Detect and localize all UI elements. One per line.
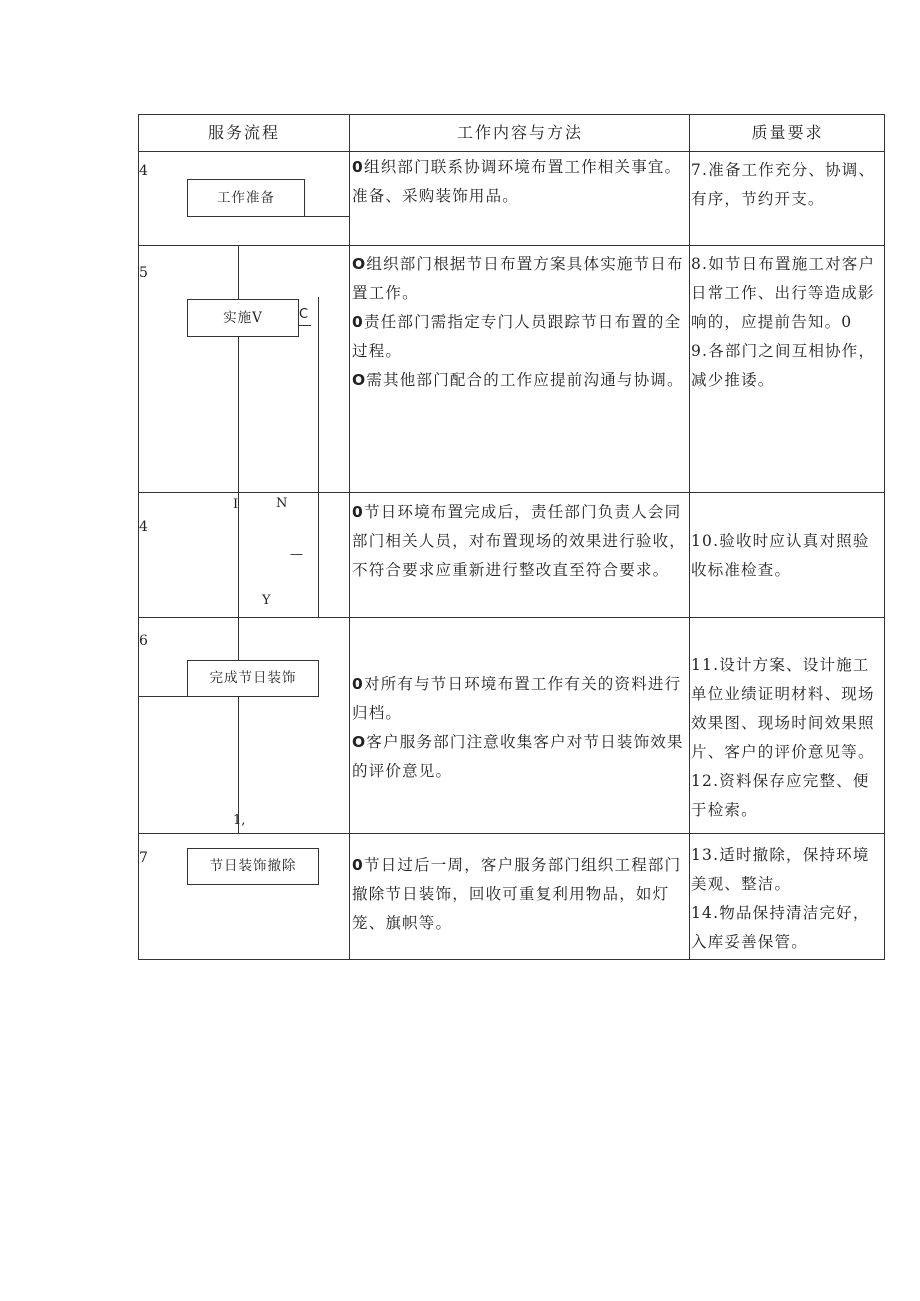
process-table <box>138 114 885 960</box>
quality-item: 11.设计方案、设计施工单位业绩证明材料、现场效果图、现场时间效果照片、客户的评价意见等。 <box>691 656 875 761</box>
row-divider <box>139 492 884 493</box>
flow-mark: Y <box>262 593 271 608</box>
flow-mark: N <box>276 496 288 511</box>
header-quality: 质量要求 <box>751 123 824 142</box>
quality-cell <box>691 527 884 585</box>
content-item: 责任部门需指定专门人员跟踪节日布置的全过程。 <box>352 313 682 360</box>
quality-cell <box>691 841 884 957</box>
bullet-marker: 0 <box>352 158 364 176</box>
flow-box-remove: 节日装饰撤除 <box>187 848 319 885</box>
content-item: 组织部门根据节日布置方案具体实施节日布置工作。 <box>352 255 684 302</box>
content-item: 组织部门联系协调环境布置工作相关事宜。准备、采购装饰用品。 <box>352 158 682 205</box>
quality-item: 14.物品保持清洁完好，入库妥善保管。 <box>691 904 870 951</box>
flow-loop-line <box>318 297 319 617</box>
bullet-marker: 0 <box>352 856 364 874</box>
quality-item: 13.适时撤除，保持环境美观、整洁。 <box>691 846 870 893</box>
content-cell <box>352 153 688 211</box>
quality-cell <box>691 651 884 825</box>
row-divider <box>139 833 884 834</box>
content-item: 节日过后一周，客户服务部门组织工程部门撤除节日装饰，回收可重复利用物品，如灯笼、旗帜等。 <box>352 856 682 932</box>
flow-mark: C <box>299 307 309 322</box>
header-flow: 服务流程 <box>207 123 280 142</box>
header-content: 工作内容与方法 <box>456 123 583 142</box>
flow-mark: 1, <box>233 813 246 828</box>
quality-item: 9.各部门之间互相协作，减少推诿。 <box>691 342 876 389</box>
flow-box-prepare: 工作准备 <box>187 179 305 217</box>
bullet-marker: O <box>352 371 367 389</box>
content-cell <box>352 670 688 786</box>
quality-cell <box>691 250 884 395</box>
row-number: 5 <box>139 265 148 281</box>
flow-connector <box>299 325 311 326</box>
quality-item: 8.如节日布置施工对客户日常工作、出行等造成影响的，应提前告知。0 <box>691 255 876 331</box>
bullet-marker: 0 <box>352 313 364 331</box>
flow-box-implement: 实施V <box>187 299 299 337</box>
content-cell <box>352 498 688 585</box>
row-divider <box>139 151 884 152</box>
flow-mark: I <box>233 497 239 512</box>
flow-connector <box>305 216 349 217</box>
row-divider <box>139 617 884 618</box>
quality-item: 12.资料保存应完整、便于检索。 <box>691 772 870 819</box>
row-number: 7 <box>139 850 148 866</box>
flow-box-complete: 完成节日装饰 <box>187 660 319 697</box>
bullet-marker: 0 <box>352 675 364 693</box>
flow-main-line <box>238 617 239 833</box>
content-cell <box>352 851 688 938</box>
quality-item: 10.验收时应认真对照验收标准检查。 <box>691 532 870 579</box>
row-divider <box>139 245 884 246</box>
flow-mark: — <box>290 547 303 562</box>
bullet-marker: O <box>352 733 367 751</box>
content-item: 对所有与节日环境布置工作有关的资料进行归档。 <box>352 675 682 722</box>
row-number: 4 <box>139 519 148 535</box>
content-item: 客户服务部门注意收集客户对节日装饰效果的评价意见。 <box>352 733 684 780</box>
content-item: 需其他部门配合的工作应提前沟通与协调。 <box>366 371 684 389</box>
content-cell <box>352 250 688 395</box>
flow-connector <box>139 696 187 697</box>
content-item: 节日环境布置完成后，责任部门负责人会同部门相关人员，对布置现场的效果进行验收，不符合要求应重新进行整改直至符合要求。 <box>352 503 687 579</box>
row-number: 6 <box>139 633 148 649</box>
bullet-marker: 0 <box>352 503 364 521</box>
row-number: 4 <box>139 163 148 179</box>
bullet-marker: O <box>352 255 367 273</box>
quality-cell <box>691 156 884 214</box>
quality-item: 7.准备工作充分、协调、有序，节约开支。 <box>691 161 876 208</box>
